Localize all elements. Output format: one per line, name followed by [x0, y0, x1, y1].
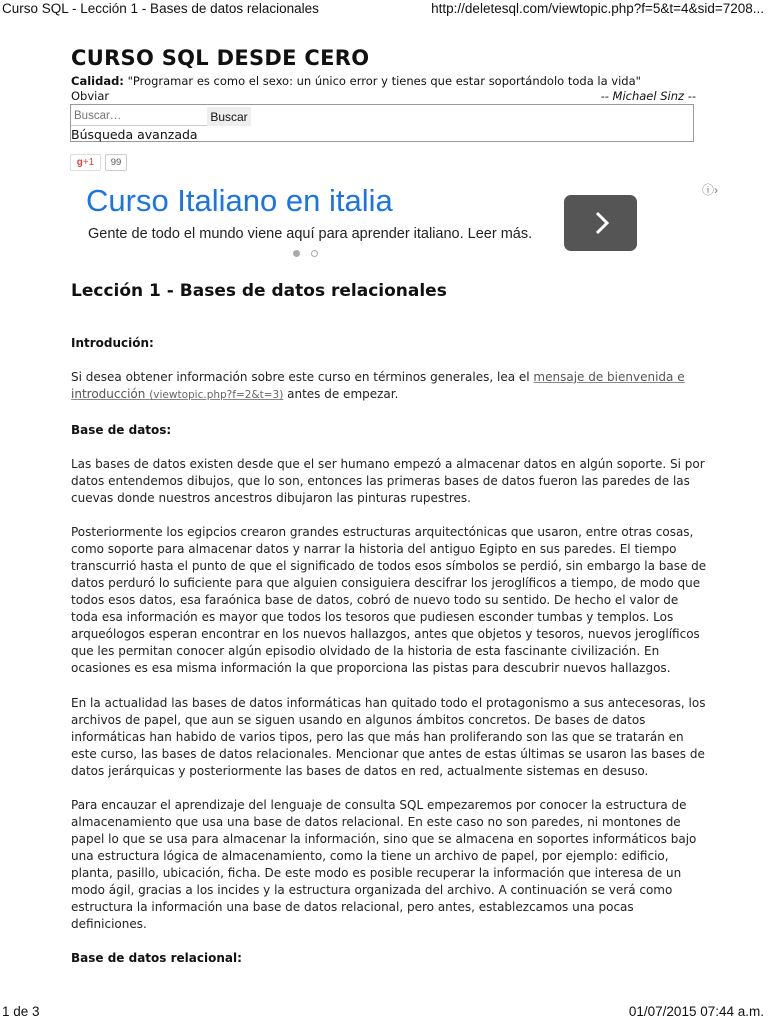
search-button[interactable]: Buscar	[207, 107, 251, 126]
intro-paragraph: Si desea obtener información sobre este curso en términos generales, lea el mensaje de bienvenida e introducción (viewtopic.php?f=2&t=3) antes de empezar.	[71, 370, 685, 401]
advanced-search-link[interactable]: Búsqueda avanzada	[71, 127, 198, 142]
gplus-button[interactable]: g+1	[70, 154, 101, 171]
print-url: http://deletesql.com/viewtopic.php?f=5&t=4&sid=7208...	[431, 1, 764, 16]
chevron-right-icon	[564, 195, 637, 251]
skip-link[interactable]: Obviar	[71, 89, 110, 103]
paragraph-2: Posteriormente los egipcios crearon grandes estructuras arquitectónicas que usaron, entre otras cosas, como soporte para almacenar datos y narrar la historia del antiguo Egipto en sus paredes. El tiempo transcurrió hasta el punto de que el significado de todos esos símbolos se perdió, sin embargo la base de datos perduró lo suficiente para que alguien consiguiera descifrar los jeroglíficos a tiempo, de modo que todos esos datos, esa faraónica base de datos, cobró de nuevo todo su sentido. De hecho el valor de toda esa información es mayor que todos los tesoros que pudiesen esconder tumbas y templos. Los arqueólogos esperan encontrar en los nuevos hallazgos, antes que objetos y tesoros, nuevos jeroglíficos que les permitan conocer algún episodio olvidado de la historia de esta fascinante civilización. En ocasiones es esa misma información la que proporciona las pistas para descubrir nuevos hallazgos.	[71, 525, 707, 675]
lesson-title: Lección 1 - Bases de datos relacionales	[71, 281, 447, 301]
gplus-icon: g	[76, 157, 83, 168]
info-icon[interactable]: ⓘ›	[702, 183, 718, 197]
quote-label: Calidad:	[71, 74, 124, 88]
site-quote	[71, 74, 641, 88]
print-page-title: Curso SQL - Lección 1 - Bases de datos relacionales	[2, 1, 319, 16]
ad-title[interactable]: Curso Italiano en italia	[86, 183, 393, 218]
intro-heading: Introdución:	[71, 336, 154, 350]
quote-text: "Programar es como el sexo: un único error y tienes que estar soportándolo toda la vida"	[127, 74, 641, 88]
paragraph-3: En la actualidad las bases de datos informáticas han quitado todo el protagonismo a sus antecesoras, los archivos de papel, que aun se siguen usando en algunos ámbitos concretos. De bases de datos informáticas han habido de varios tipos, pero las que más han proliferando son las que se tratarán en este curso, las bases de datos relacionales. Mencionar que antes de estas últimas se usaron las bases de datos jerárquicas y posteriormente las bases de datos en red, actualmente sistemas en desuso.	[71, 696, 706, 778]
db-heading: Base de datos:	[71, 423, 172, 437]
carousel-dot-active[interactable]	[293, 250, 300, 257]
print-datetime: 01/07/2015 07:44 a.m.	[628, 1004, 764, 1019]
print-header	[0, 0, 768, 20]
print-footer	[0, 1004, 768, 1024]
site-title[interactable]: CURSO SQL DESDE CERO	[71, 46, 370, 70]
quote-author: -- Michael Sinz --	[600, 89, 696, 103]
ad-next-button[interactable]	[564, 195, 637, 251]
welcome-link-cont[interactable]: introducción (viewtopic.php?f=2&t=3)	[71, 387, 284, 401]
ad-description[interactable]: Gente de todo el mundo viene aquí para aprender italiano. Leer más.	[88, 226, 533, 242]
carousel-dot[interactable]	[311, 250, 318, 257]
gplus-count: 99	[105, 154, 127, 171]
paragraph-4: Para encauzar el aprendizaje del lenguaje de consulta SQL empezaremos por conocer la estructura de almacenamiento que usa una base de datos relacional. En este caso no son paredes, ni montones de papel lo que se usa para almacenar la información, sino que se almacena en soportes informáticos bajo una estructura lógica de almacenamiento, como la tiene un archivo de papel, por ejemplo: edificio, planta, pasillo, ubicación, ficha. De este modo es posible recuperar la información que interesa de un modo ágil, gracias a los incides y la estructura organizada del archivo. A continuación se verá como estructura la información una base de datos relacional, pero antes, establezcamos una pocas definiciones.	[71, 798, 697, 931]
welcome-link[interactable]: mensaje de bienvenida e	[533, 370, 685, 384]
relational-heading: Base de datos relacional:	[71, 951, 242, 965]
paragraph-1: Las bases de datos existen desde que el ser humano empezó a almacenar datos en algún soporte. Si por datos entendemos dibujos, que lo son, entonces las primeras bases de datos fueron las paredes de las cuevas donde nuestros ancestros dibujaron las pinturas rupestres.	[71, 457, 705, 505]
search-input[interactable]	[71, 107, 207, 126]
print-page-number: 1 de 3	[2, 1004, 40, 1019]
